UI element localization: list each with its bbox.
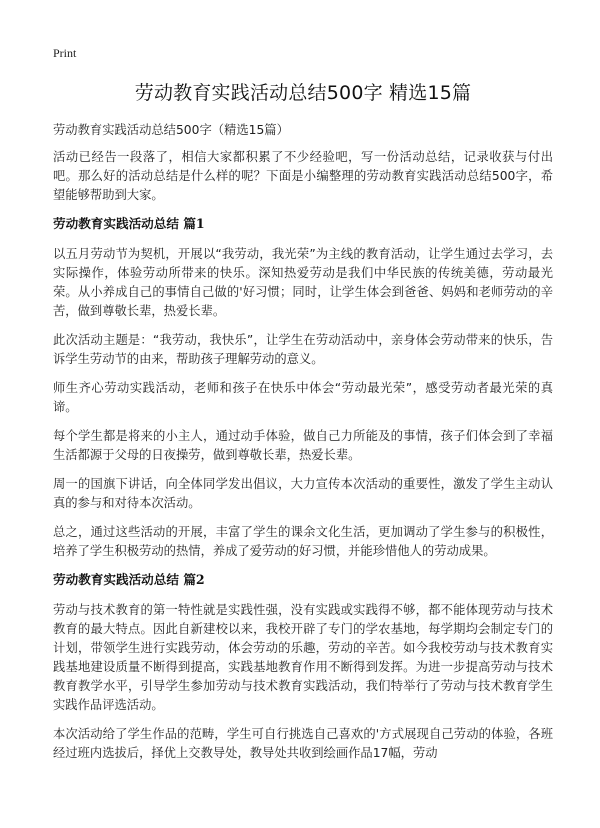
paragraph: 以五月劳动节为契机，开展以“我劳动，我光荣”为主线的教育活动，让学生通过去学习，去实际操作，体验劳动所带来的快乐。深知热爱劳动是我们中华民族的传统美德，劳动最光荣。从小养成自己的事情自己做的'好习惯；同时，让学生体会到爸爸、妈妈和老师劳动的辛苦，做到尊敬长辈，热爱长辈。 (53, 247, 553, 318)
paragraph: 周一的国旗下讲话，向全体同学发出倡议，大力宣传本次活动的重要性，激发了学生主动认真的参与和对待本次活动。 (53, 477, 553, 510)
document-subtitle: 劳动教育实践活动总结500字（精选15篇） (53, 123, 289, 137)
print-label[interactable]: Print (53, 46, 77, 60)
paragraph: 劳动与技术教育的第一特性就是实践性强，没有实践或实践得不够，都不能体现劳动与技术教育的最大特点。因此自新建校以来，我校开辟了专门的学农基地，每学期均会制定专门的计划，带领学生进行实践劳动，体会劳动的乐趣，劳动的辛苦。如今我校劳动与技术教育实践基地建设质量不断得到提高，实践基地教育作用不断得到发挥。为进一步提高劳动与技术教育教学水平，引导学生参加劳动与技术教育实践活动，我们特举行了劳动与技术教育学生实践作品评选活动。 (53, 603, 553, 712)
paragraph: 总之，通过这些活动的开展，丰富了学生的课余文化生活，更加调动了学生参与的积极性，培养了学生积极劳动的热情，养成了爱劳动的好习惯，并能珍惜他人的劳动成果。 (53, 525, 553, 558)
paragraph: 每个学生都是将来的小主人，通过动手体验，做自己力所能及的事情，孩子们体会到了幸福生活都源于父母的日夜操劳，做到尊敬长辈，热爱长辈。 (53, 429, 553, 462)
section-2 (53, 571, 553, 763)
intro-paragraph: 活动已经告一段落了，相信大家都积累了不少经验吧，写一份活动总结，记录收获与付出吧。那么好的活动总结是什么样的呢？下面是小编整理的劳动教育实践活动总结500字，希望能够帮助到大家。 (53, 150, 553, 202)
paragraph: 此次活动主题是：“我劳动，我快乐”，让学生在劳动活动中，亲身体会劳动带来的快乐，告诉学生劳动节的由来，帮助孩子理解劳动的意义。 (53, 333, 553, 366)
section-heading: 劳动教育实践活动总结 篇2 (53, 572, 205, 587)
paragraph: 师生齐心劳动实践活动，老师和孩子在快乐中体会“劳动最光荣”，感受劳动者最光荣的真谛。 (53, 381, 553, 414)
section-heading: 劳动教育实践活动总结 篇1 (53, 216, 205, 231)
document-body (53, 148, 553, 773)
section-1 (53, 215, 553, 561)
paragraph: 本次活动给了学生作品的范畴，学生可自行挑选自己喜欢的'方式展现自己劳动的体验，各班经过班内选拔后，择优上交教导处，教导处共收到绘画作品17幅，劳动 (53, 727, 553, 760)
page-title: 劳动教育实践活动总结500字 精选15篇 (134, 82, 472, 104)
